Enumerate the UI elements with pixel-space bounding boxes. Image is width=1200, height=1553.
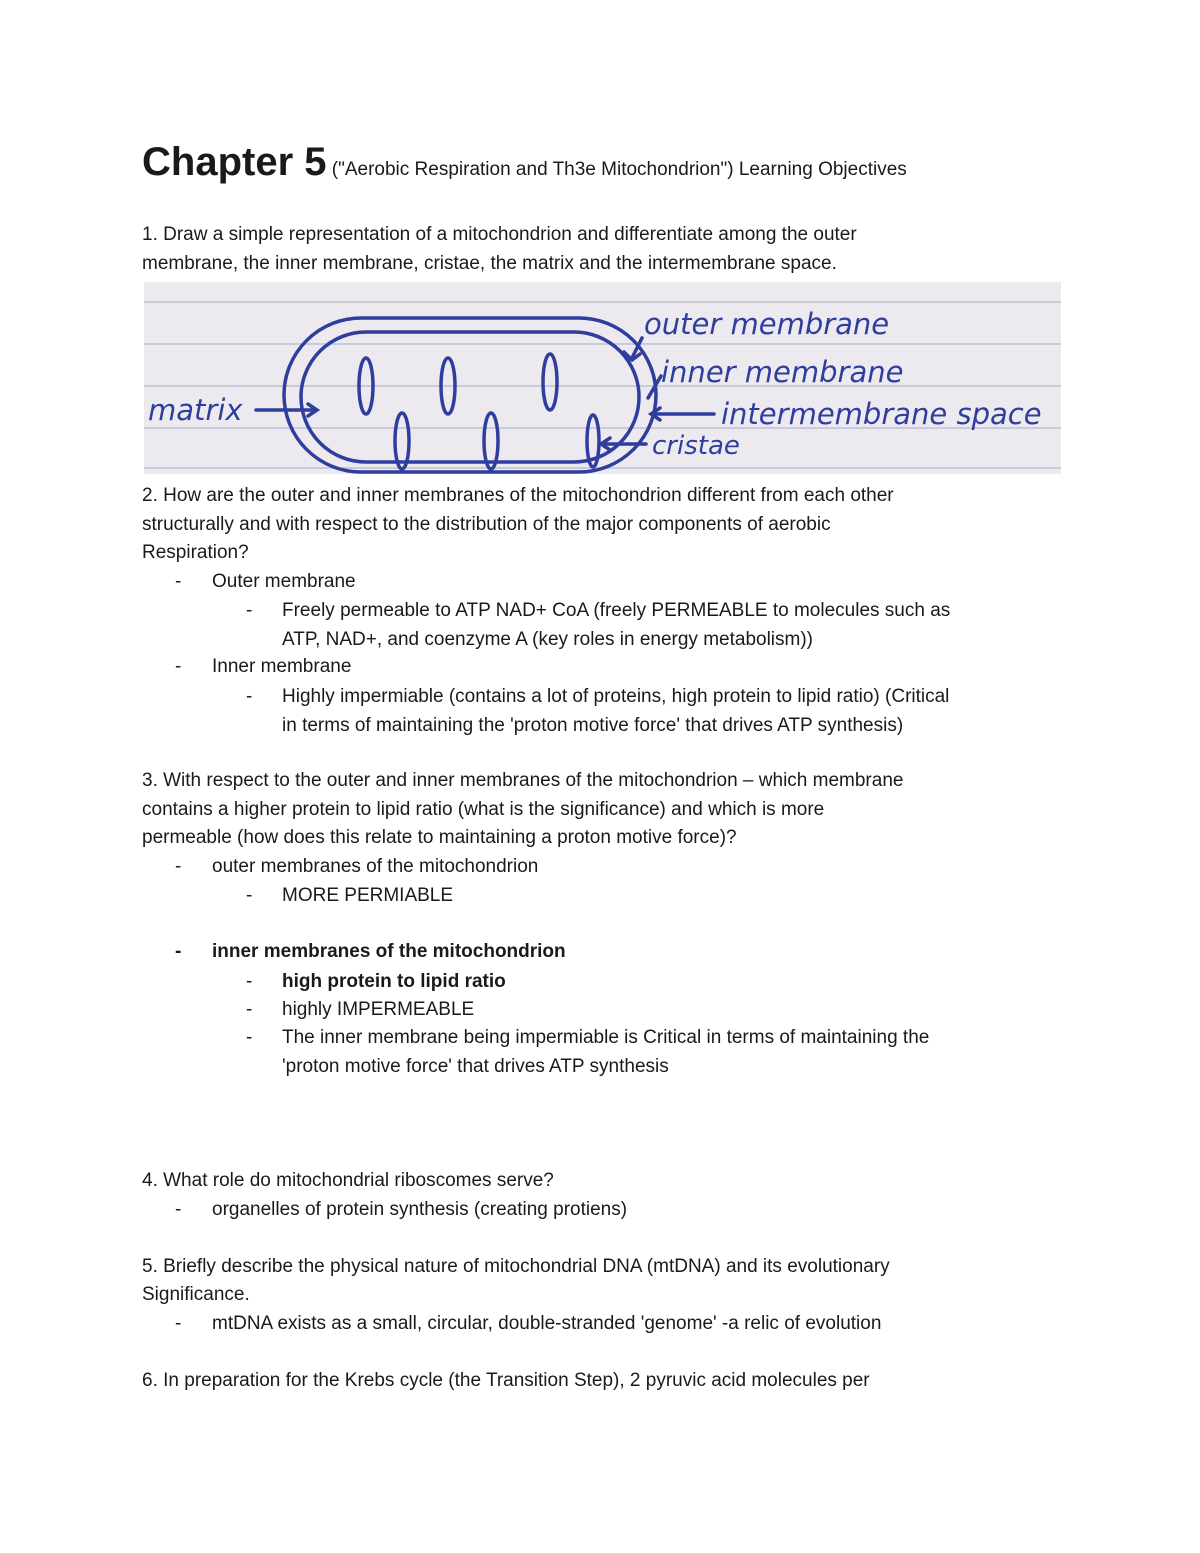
chapter-subtitle: ("Aerobic Respiration and Th3e Mitochondrion") Learning Objectives xyxy=(326,159,907,180)
bullet-dash: - xyxy=(175,571,182,592)
bullet-dash: - xyxy=(246,885,253,906)
chapter-heading: Chapter 5 xyxy=(142,140,327,184)
q3-inner-detail-1: high protein to lipid ratio xyxy=(282,971,506,992)
q2-outer-membrane: Outer membrane xyxy=(212,571,356,592)
q3-line-3: permeable (how does this relate to maintaining a proton motive force)? xyxy=(142,827,737,848)
q2-line-3: Respiration? xyxy=(142,542,249,563)
bullet-dash: - xyxy=(246,686,253,707)
q5-line-2: Significance. xyxy=(142,1284,250,1305)
q2-inner-detail-1: Highly impermiable (contains a lot of proteins, high protein to lipid ratio) (Critical xyxy=(282,686,950,707)
q4-answer: organelles of protein synthesis (creating protiens) xyxy=(212,1199,628,1220)
intermembrane-space-label: intermembrane space xyxy=(721,397,1042,431)
bullet-dash: - xyxy=(175,941,182,962)
bullet-dash: - xyxy=(175,1199,182,1220)
outer-membrane-label: outer membrane xyxy=(644,307,890,341)
q3-outer-detail: MORE PERMIABLE xyxy=(282,885,454,906)
q2-line-1: 2. How are the outer and inner membranes of the mitochondrion different from each other xyxy=(142,485,894,506)
q2-outer-detail-2: ATP, NAD+, and coenzyme A (key roles in energy metabolism)) xyxy=(282,629,813,650)
q6-line-1: 6. In preparation for the Krebs cycle (the Transition Step), 2 pyruvic acid molecules per xyxy=(142,1370,870,1391)
page-title xyxy=(142,140,907,185)
q3-inner-membranes: inner membranes of the mitochondrion xyxy=(212,941,566,962)
q3-outer-membranes: outer membranes of the mitochondrion xyxy=(212,856,539,877)
q2-outer-detail-1: Freely permeable to ATP NAD+ CoA (freely PERMEABLE to molecules such as xyxy=(282,600,951,621)
q4-line-1: 4. What role do mitochondrial riboscomes serve? xyxy=(142,1170,554,1191)
q2-inner-membrane: Inner membrane xyxy=(212,656,352,677)
q3-inner-detail-3b: 'proton motive force' that drives ATP synthesis xyxy=(282,1056,669,1077)
q1-line-2: membrane, the inner membrane, cristae, the matrix and the intermembrane space. xyxy=(142,253,837,274)
inner-membrane-label: inner membrane xyxy=(661,355,904,389)
bullet-dash: - xyxy=(246,1027,253,1048)
q3-line-1: 3. With respect to the outer and inner membranes of the mitochondrion – which membrane xyxy=(142,770,904,791)
q5-line-1: 5. Briefly describe the physical nature of mitochondrial DNA (mtDNA) and its evolutionary xyxy=(142,1256,890,1277)
mitochondrion-drawing xyxy=(144,282,1061,474)
q3-inner-detail-2: highly IMPERMEABLE xyxy=(282,999,475,1020)
bullet-dash: - xyxy=(175,656,182,677)
q1-line-1: 1. Draw a simple representation of a mitochondrion and differentiate among the outer xyxy=(142,224,857,245)
q2-inner-detail-2: in terms of maintaining the 'proton motive force' that drives ATP synthesis) xyxy=(282,715,904,736)
q3-inner-detail-3a: The inner membrane being impermiable is Critical in terms of maintaining the xyxy=(282,1027,930,1048)
cristae-label: cristae xyxy=(652,431,740,461)
q3-line-2: contains a higher protein to lipid ratio (what is the significance) and which is more xyxy=(142,799,825,820)
bullet-dash: - xyxy=(246,999,253,1020)
bullet-dash: - xyxy=(246,600,253,621)
bullet-dash: - xyxy=(175,856,182,877)
matrix-label: matrix xyxy=(148,393,243,427)
q2-line-2: structurally and with respect to the distribution of the major components of aerobic xyxy=(142,514,831,535)
bullet-dash: - xyxy=(246,971,253,992)
bullet-dash: - xyxy=(175,1313,182,1334)
q5-answer: mtDNA exists as a small, circular, double-stranded 'genome' -a relic of evolution xyxy=(212,1313,882,1334)
